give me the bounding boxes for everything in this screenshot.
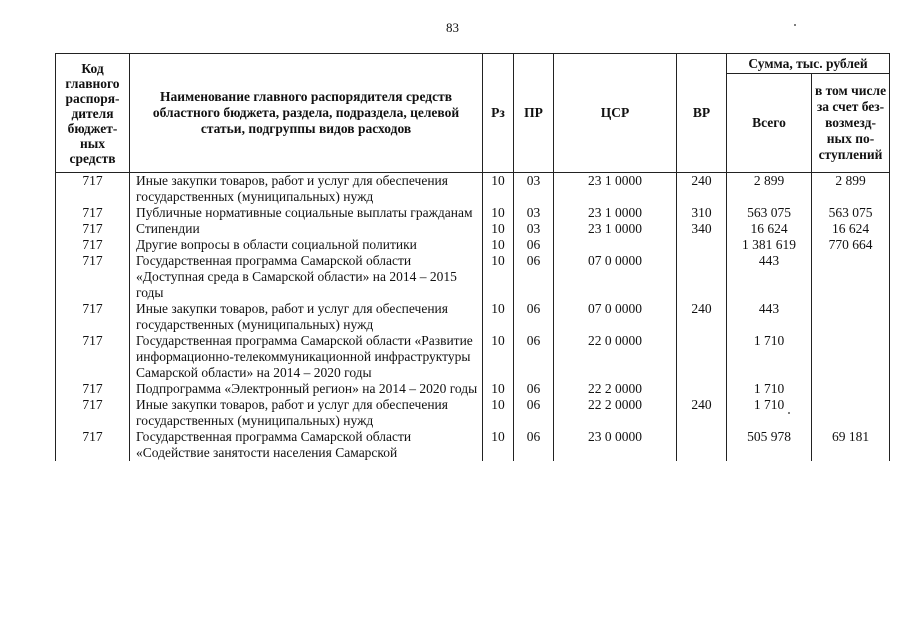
row-grants: 16 624	[812, 221, 890, 237]
row-vr	[677, 333, 727, 381]
row-total: 505 978	[727, 429, 812, 461]
row-pr: 06	[514, 237, 554, 253]
header-vr: ВР	[677, 54, 727, 173]
row-total: 1 710	[727, 397, 812, 429]
row-code: 717	[56, 429, 130, 461]
row-grants: 69 181	[812, 429, 890, 461]
row-pr: 03	[514, 221, 554, 237]
header-sum: Сумма, тыс. рублей	[727, 54, 890, 74]
row-code: 717	[56, 221, 130, 237]
row-pr: 06	[514, 429, 554, 461]
row-name: Иные закупки товаров, работ и услуг для обеспечения государственных (муниципальных) нужд	[130, 301, 483, 333]
row-pr: 06	[514, 301, 554, 333]
row-vr	[677, 253, 727, 301]
row-grants: 770 664	[812, 237, 890, 253]
row-pr: 06	[514, 397, 554, 429]
row-code: 717	[56, 333, 130, 381]
row-pr: 03	[514, 205, 554, 221]
row-total: 1 710	[727, 381, 812, 397]
table-row	[56, 301, 890, 333]
row-total: 563 075	[727, 205, 812, 221]
row-name: Стипендии	[130, 221, 483, 237]
row-total: 1 381 619	[727, 237, 812, 253]
row-code: 717	[56, 205, 130, 221]
row-pr: 06	[514, 381, 554, 397]
scan-speck	[794, 24, 796, 26]
header-pr: ПР	[514, 54, 554, 173]
row-name: Подпрограмма «Электронный регион» на 2014 – 2020 годы	[130, 381, 483, 397]
row-vr: 240	[677, 397, 727, 429]
header-name: Наименование главного распорядителя средств областного бюджета, раздела, подраздела, целевой статьи, подгруппы видов расходов	[130, 54, 483, 173]
page-number: 83	[446, 20, 459, 35]
row-vr: 340	[677, 221, 727, 237]
row-csr: 07 0 0000	[554, 301, 677, 333]
table-header	[56, 54, 890, 173]
row-rz: 10	[483, 429, 514, 461]
row-code: 717	[56, 173, 130, 206]
row-name: Другие вопросы в области социальной политики	[130, 237, 483, 253]
row-vr	[677, 381, 727, 397]
table-row	[56, 253, 890, 301]
row-rz: 10	[483, 397, 514, 429]
row-csr: 23 0 0000	[554, 429, 677, 461]
row-name: Публичные нормативные социальные выплаты гражданам	[130, 205, 483, 221]
row-total: 16 624	[727, 221, 812, 237]
row-rz: 10	[483, 221, 514, 237]
row-grants	[812, 253, 890, 301]
row-csr: 23 1 0000	[554, 173, 677, 206]
row-vr: 310	[677, 205, 727, 221]
row-vr	[677, 237, 727, 253]
header-total: Всего	[727, 74, 812, 173]
row-csr: 23 1 0000	[554, 205, 677, 221]
row-code: 717	[56, 237, 130, 253]
row-csr: 22 2 0000	[554, 381, 677, 397]
row-vr: 240	[677, 173, 727, 206]
row-grants	[812, 333, 890, 381]
table-row	[56, 381, 890, 397]
row-name: Иные закупки товаров, работ и услуг для обеспечения государственных (муниципальных) нужд	[130, 173, 483, 206]
table-row	[56, 333, 890, 381]
row-pr: 03	[514, 173, 554, 206]
row-code: 717	[56, 397, 130, 429]
row-total: 1 710	[727, 333, 812, 381]
row-pr: 06	[514, 333, 554, 381]
row-code: 717	[56, 253, 130, 301]
row-total: 2 899	[727, 173, 812, 206]
header-code: Код главного распоря-дителя бюджет-ных средств	[56, 54, 130, 173]
row-name: Иные закупки товаров, работ и услуг для обеспечения государственных (муниципальных) нужд	[130, 397, 483, 429]
header-csr: ЦСР	[554, 54, 677, 173]
row-csr: 22 2 0000	[554, 397, 677, 429]
row-csr: 07 0 0000	[554, 253, 677, 301]
row-rz: 10	[483, 173, 514, 206]
row-csr	[554, 237, 677, 253]
row-grants	[812, 397, 890, 429]
row-pr: 06	[514, 253, 554, 301]
row-grants	[812, 381, 890, 397]
row-rz: 10	[483, 381, 514, 397]
row-vr: 240	[677, 301, 727, 333]
header-grants: в том числе за счет без-возмезд-ных по-ступлений	[812, 74, 890, 173]
row-rz: 10	[483, 237, 514, 253]
row-rz: 10	[483, 253, 514, 301]
row-grants: 2 899	[812, 173, 890, 206]
budget-table	[55, 53, 890, 461]
table-row	[56, 205, 890, 221]
row-grants	[812, 301, 890, 333]
table-body	[56, 173, 890, 462]
row-name: Государственная программа Самарской области «Развитие информационно-телекоммуникационной инфраструктуры Самарской области» на 2014 – 2020 годы	[130, 333, 483, 381]
table-row	[56, 237, 890, 253]
row-rz: 10	[483, 205, 514, 221]
row-total: 443	[727, 301, 812, 333]
row-vr	[677, 429, 727, 461]
table-row	[56, 429, 890, 461]
table-row	[56, 397, 890, 429]
row-csr: 22 0 0000	[554, 333, 677, 381]
scan-speck	[788, 412, 790, 414]
row-code: 717	[56, 381, 130, 397]
table-row	[56, 221, 890, 237]
row-name: Государственная программа Самарской области «Содействие занятости населения Самарской	[130, 429, 483, 461]
table-row	[56, 173, 890, 206]
row-name: Государственная программа Самарской области «Доступная среда в Самарской области» на 2014 – 2015 годы	[130, 253, 483, 301]
row-code: 717	[56, 301, 130, 333]
row-total: 443	[727, 253, 812, 301]
row-rz: 10	[483, 301, 514, 333]
row-grants: 563 075	[812, 205, 890, 221]
row-rz: 10	[483, 333, 514, 381]
row-csr: 23 1 0000	[554, 221, 677, 237]
header-rz: Рз	[483, 54, 514, 173]
